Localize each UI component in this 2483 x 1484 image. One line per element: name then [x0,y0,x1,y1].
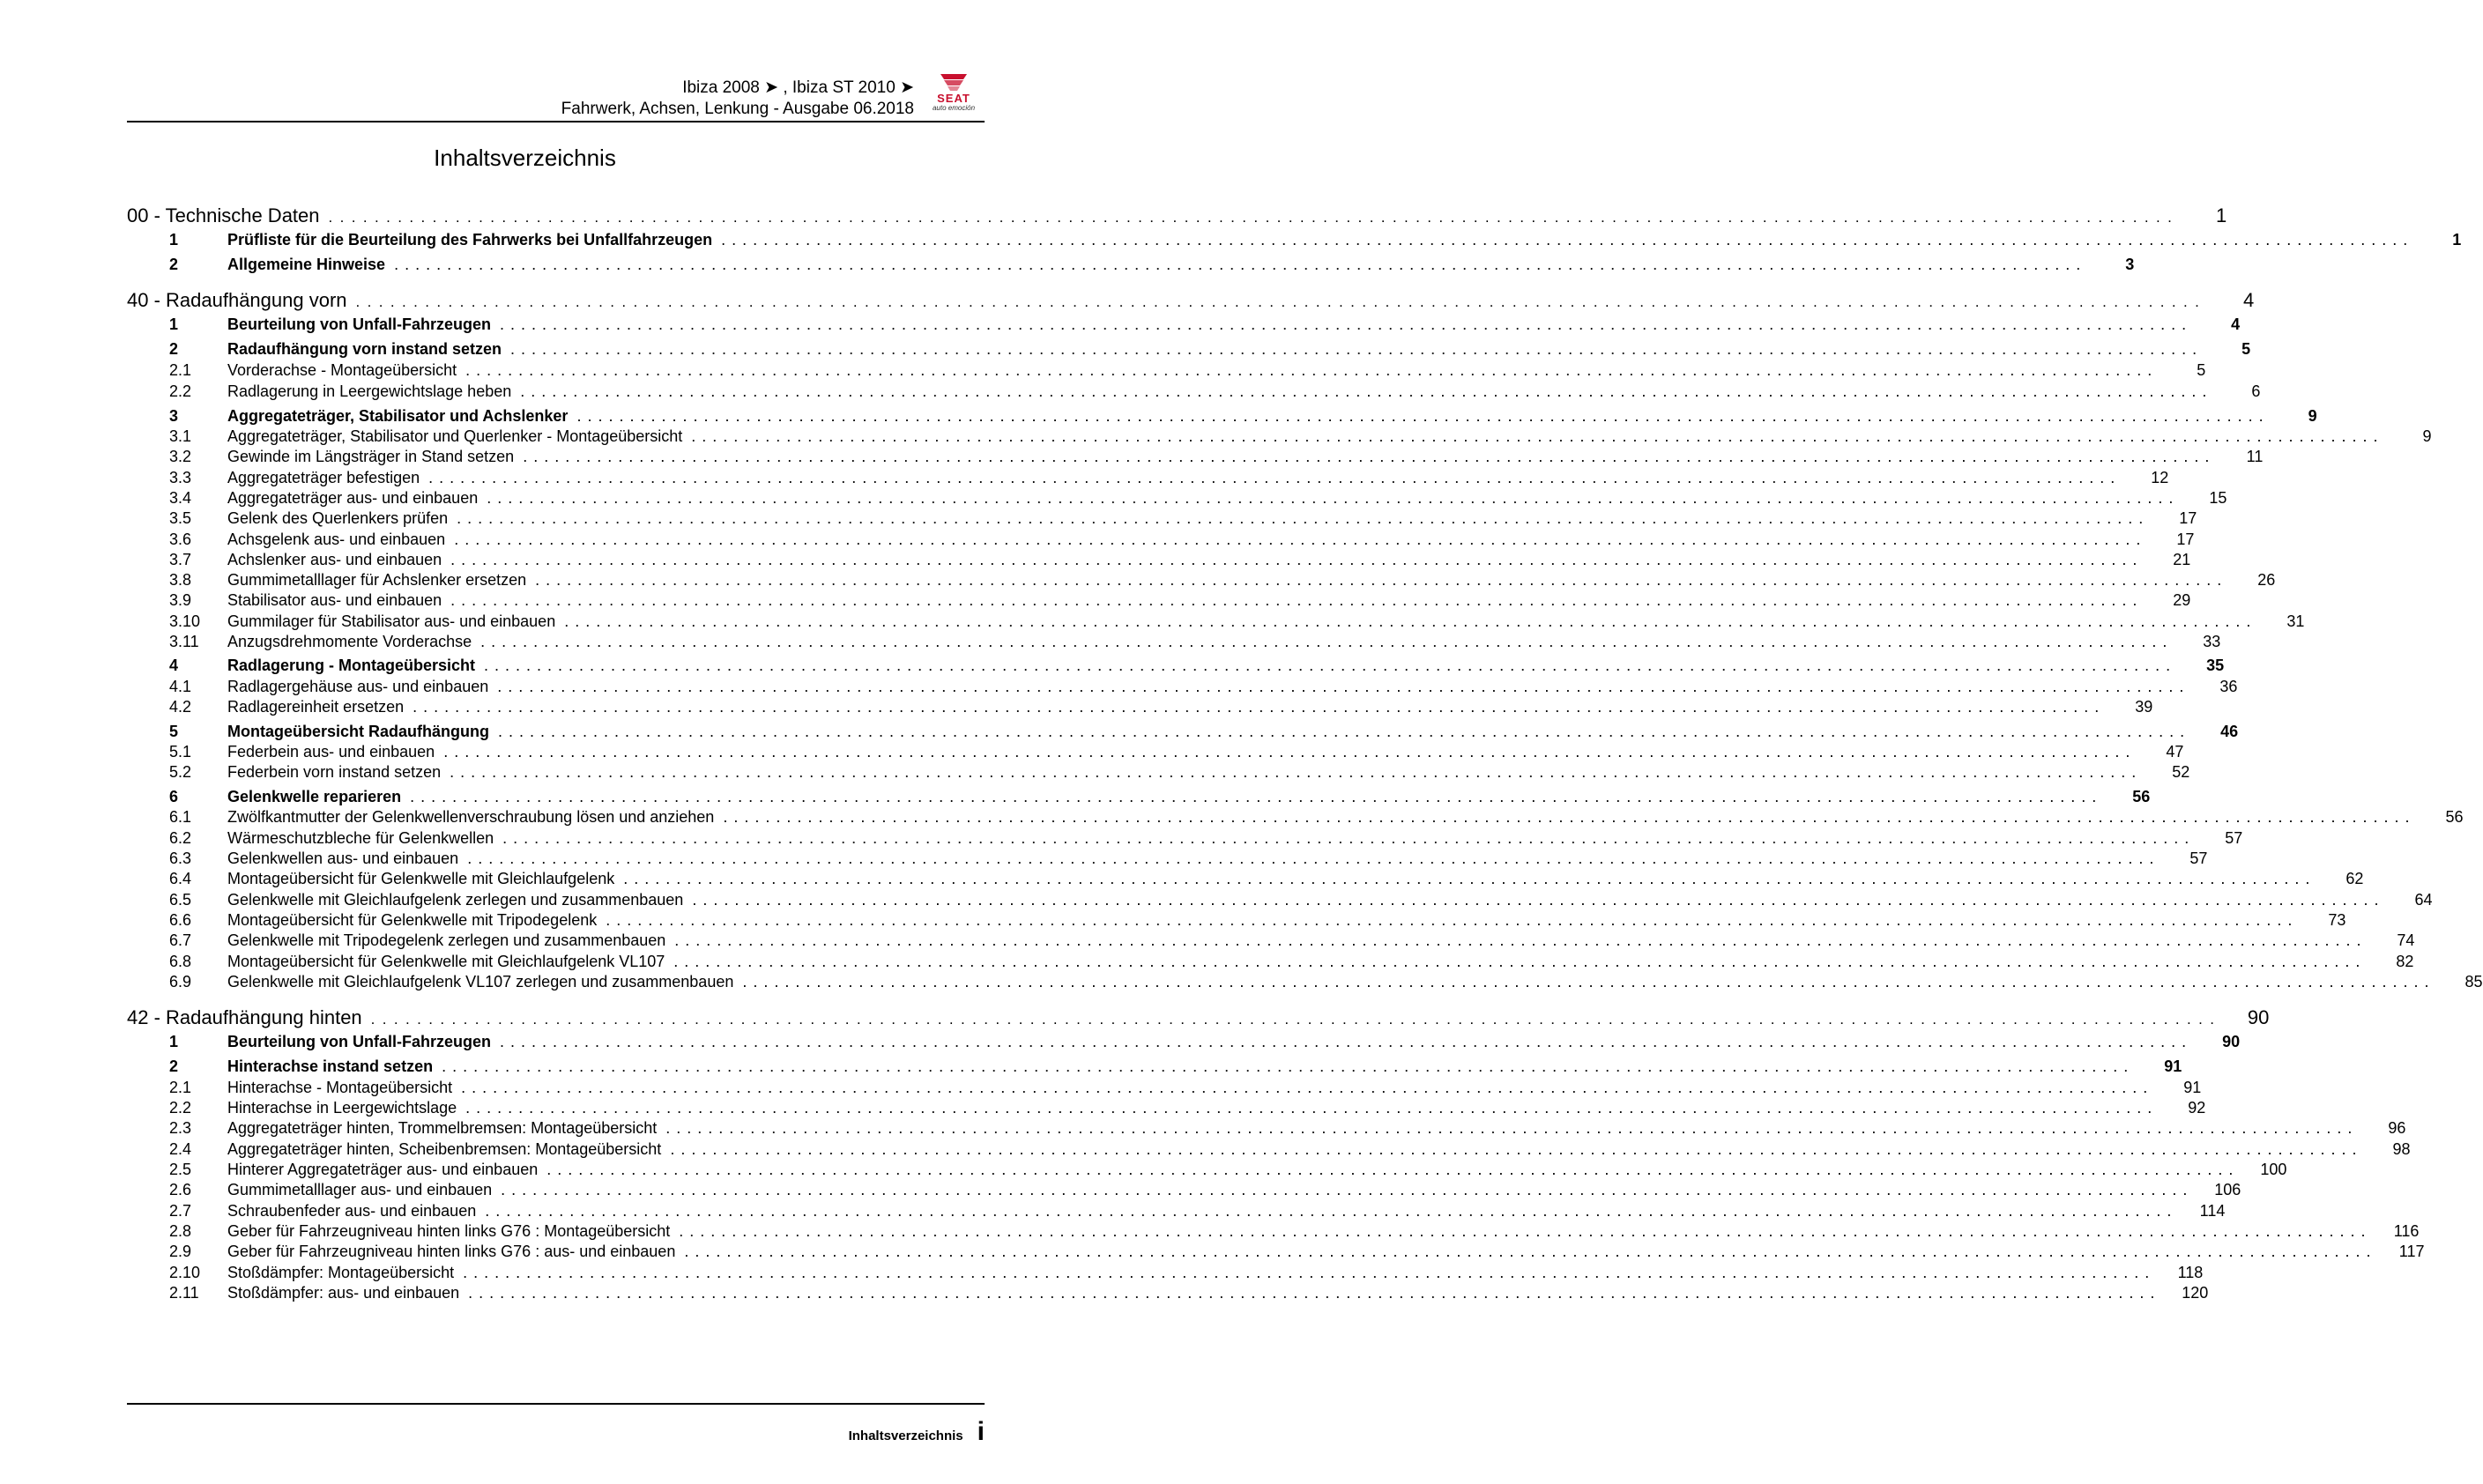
toc-dot-leader: ................................................................................................................................................................ [546,1161,2240,1178]
toc-entry-page: 39 [2135,698,2153,716]
toc-entry-label: Hinterer Aggregateträger aus- und einbauen [227,1161,539,1178]
toc-entry-page: 35 [2206,657,2225,674]
toc-dot-leader: ................................................................................................................................................................ [679,1222,2372,1240]
toc-entry-page: 120 [2182,1284,2209,1302]
toc-entry-label: Aggregateträger hinten, Trommelbremsen: Montageübersicht [227,1119,658,1137]
toc-dot-leader: ................................................................................................................................................................ [692,891,2385,909]
toc-entry[interactable] [127,531,2195,549]
toc-entry-label: Gelenkwelle mit Tripodegelenk zerlegen und zusammenbauen [227,931,666,949]
seat-logo-mark-icon [923,72,985,93]
toc-entry-label: Gummimetalllager aus- und einbauen [227,1181,493,1198]
toc-entry-label: Geber für Fahrzeugniveau hinten links G76 : aus- und einbauen [227,1243,676,1260]
toc-entry-page: 21 [2173,551,2191,568]
toc-entry-number: 2.2 [169,382,192,400]
toc-entry[interactable] [127,256,2135,274]
toc-entry-page: 15 [2209,489,2227,507]
toc-dot-leader: ................................................................................................................................................................ [465,1099,2159,1117]
toc-entry-page: 73 [2328,911,2346,929]
toc-entry-number: 2.1 [169,1079,192,1096]
toc-dot-leader: ................................................................................................................................................................ [665,1119,2359,1137]
toc-entry-page: 91 [2164,1057,2182,1075]
toc-dot-leader: ................................................................................................................................................................ [670,1140,2363,1158]
toc-entry-label: Anzugsdrehmomente Vorderachse [227,633,472,650]
toc-dot-leader: ................................................................................................................................................................ [520,382,2213,400]
toc-entry[interactable] [127,633,2221,651]
toc-entry-page: 26 [2257,571,2276,589]
toc-entry[interactable] [127,678,2238,696]
toc-entry-page: 85 [2464,973,2483,991]
toc-entry-label: 00 - Technische Daten [127,204,320,226]
toc-entry-page: 3 [2125,256,2135,273]
toc-entry[interactable] [127,763,2190,782]
toc-chapter-entry[interactable] [127,204,2227,227]
toc-entry-number: 1 [169,1033,179,1050]
toc-entry-number: 3.3 [169,469,192,486]
toc-dot-leader: ................................................................................................................................................................ [510,340,2204,358]
toc-dot-leader: ................................................................................................................................................................ [454,531,2147,548]
toc-entry-label: Gelenkwellen aus- und einbauen [227,850,459,867]
toc-entry-label: Montageübersicht Radaufhängung [227,723,489,740]
toc-dot-leader: ................................................................................................................................................................ [355,293,2207,310]
toc-dot-leader: ................................................................................................................................................................ [450,591,2144,609]
toc-entry-number: 2 [169,1057,179,1075]
toc-entry[interactable] [127,953,2414,971]
toc-entry-page: 114 [2199,1202,2226,1220]
footer-page-number: i [977,1417,985,1446]
toc-entry[interactable] [127,788,2151,806]
toc-entry-page: 56 [2132,788,2151,805]
toc-entry-label: 42 - Radaufhängung hinten [127,1006,362,1028]
toc-entry[interactable] [127,591,2191,610]
toc-entry-number: 4.2 [169,698,192,716]
toc-dot-leader: ................................................................................................................................................................ [468,1284,2161,1302]
toc-entry[interactable] [127,1161,2287,1179]
toc-entry-page: 117 [2398,1243,2425,1260]
toc-dot-leader: ................................................................................................................................................................ [480,633,2174,650]
toc-entry-number: 6.3 [169,850,192,867]
toc-entry-number: 3.5 [169,509,192,527]
toc-dot-leader: ................................................................................................................................................................ [443,743,2137,761]
toc-entry-number: 1 [169,315,179,333]
toc-dot-leader: ................................................................................................................................................................ [674,931,2368,949]
toc-entry-page: 64 [2414,891,2433,909]
toc-entry-number: 3.6 [169,531,192,548]
toc-entry-label: Beurteilung von Unfall-Fahrzeugen [227,315,492,333]
toc-entry-page: 11 [2246,448,2264,465]
toc-entry-label: Geber für Fahrzeugniveau hinten links G76 : Montageübersicht [227,1222,671,1240]
toc-entry-number: 6.6 [169,911,192,929]
seat-logo-tagline: auto emoción [932,104,976,112]
toc-entry-label: Gelenk des Querlenkers prüfen [227,509,449,527]
toc-dot-leader: ................................................................................................................................................................ [457,509,2150,527]
toc-entry-label: Hinterachse - Montageübersicht [227,1079,453,1096]
toc-entry-page: 57 [2225,829,2243,847]
toc-entry-page: 5 [2241,340,2251,358]
toc-entry-page: 9 [2308,407,2317,425]
toc-entry-page: 52 [2172,763,2190,781]
footer-divider [127,1403,985,1405]
toc-dot-leader: ................................................................................................................................................................ [535,571,2228,589]
toc-dot-leader: ................................................................................................................................................................ [606,911,2299,929]
toc-entry-number: 3.8 [169,571,192,589]
toc-entry-number: 6 [169,788,179,805]
toc-entry-label: Gelenkwelle mit Gleichlaufgelenk VL107 zerlegen und zusammenbauen [227,973,734,991]
toc-dot-leader: ................................................................................................................................................................ [721,231,2414,249]
toc-entry[interactable] [127,1140,2411,1159]
toc-entry-label: Stoßdämpfer: aus- und einbauen [227,1284,460,1302]
toc-entry-page: 74 [2397,931,2415,949]
toc-entry-label: Vorderachse - Montageübersicht [227,361,457,379]
toc-entry-number: 3.9 [169,591,192,609]
toc-entry[interactable] [127,448,2264,466]
toc-dot-leader: ................................................................................................................................................................ [502,829,2196,847]
page-header [127,72,985,122]
toc-dot-leader: ................................................................................................................................................................ [684,1243,2377,1260]
toc-entry-number: 2.10 [169,1264,201,1281]
toc-entry-page: 100 [2260,1161,2287,1178]
toc-entry[interactable] [127,551,2191,569]
toc-entry-page: 17 [2179,509,2197,527]
toc-entry-label: Prüfliste für die Beurteilung des Fahrwerks bei Unfallfahrzeugen [227,231,713,249]
toc-entry-number: 3.2 [169,448,192,465]
toc-entry[interactable] [127,1033,2241,1051]
toc-entry-page: 31 [2286,612,2305,630]
toc-dot-leader: ................................................................................................................................................................ [523,448,2216,465]
toc-entry-page: 90 [2222,1033,2241,1050]
toc-entry-label: Federbein vorn instand setzen [227,763,442,781]
toc-entry[interactable] [127,571,2276,590]
toc-dot-leader: ................................................................................................................................................................ [673,953,2367,970]
toc-entry-page: 91 [2183,1079,2202,1096]
toc-entry[interactable] [127,1243,2425,1261]
toc-entry-number: 6.9 [169,973,192,991]
toc-entry-label: Beurteilung von Unfall-Fahrzeugen [227,1033,492,1050]
toc-entry-page: 6 [2251,382,2261,400]
toc-entry[interactable] [127,698,2153,716]
header-model-line: Ibiza 2008 ➤ , Ibiza ST 2010 ➤ [682,78,914,97]
footer-section-title: Inhaltsverzeichnis [848,1428,963,1443]
toc-entry[interactable] [127,469,2169,487]
toc-entry-number: 3.4 [169,489,192,507]
toc-dot-leader: ................................................................................................................................................................ [461,1079,2154,1096]
toc-entry-label: Achslenker aus- und einbauen [227,551,442,568]
toc-entry-label: Hinterachse instand setzen [227,1057,434,1075]
toc-entry-page: 29 [2173,591,2191,609]
toc-entry[interactable] [127,1057,2182,1076]
toc-entry[interactable] [127,427,2432,446]
toc-entry[interactable] [127,1119,2406,1138]
toc-entry[interactable] [127,612,2305,631]
toc-dot-leader: ................................................................................................................................................................ [501,1181,2194,1198]
toc-dot-leader: ................................................................................................................................................................ [484,657,2177,674]
toc-entry[interactable] [127,340,2251,359]
toc-dot-leader: ................................................................................................................................................................ [413,698,2106,716]
toc-entry-label: Gelenkwelle reparieren [227,788,402,805]
toc-entry-number: 4.1 [169,678,192,695]
toc-entry-page: 106 [2214,1181,2241,1198]
toc-entry[interactable] [127,931,2415,950]
toc-entry-number: 2.5 [169,1161,192,1178]
toc-entry-label: Montageübersicht für Gelenkwelle mit Tripodegelenk [227,911,598,929]
toc-entry-number: 2.9 [169,1243,192,1260]
toc-entry-number: 6.8 [169,953,192,970]
toc-entry-number: 5.1 [169,743,192,761]
toc-entry-label: Montageübersicht für Gelenkwelle mit Gleichlaufgelenk VL107 [227,953,665,970]
toc-entry-number: 3.11 [169,633,199,650]
toc-entry-label: Gelenkwelle mit Gleichlaufgelenk zerlegen und zusammenbauen [227,891,684,909]
toc-dot-leader: ................................................................................................................................................................ [498,723,2191,740]
toc-entry-page: 36 [2219,678,2238,695]
toc-entry-page: 9 [2422,427,2432,445]
toc-entry-number: 2 [169,256,179,273]
toc-dot-leader: ................................................................................................................................................................ [442,1057,2135,1075]
toc-dot-leader: ................................................................................................................................................................ [623,870,2316,887]
toc-entry[interactable] [127,1284,2209,1302]
toc-entry[interactable] [127,231,2462,249]
toc-entry-label: Gewinde im Längsträger in Stand setzen [227,448,515,465]
toc-entry-number: 6.5 [169,891,192,909]
toc-dot-leader: ................................................................................................................................................................ [394,256,2087,273]
toc-dot-leader: ................................................................................................................................................................ [500,1033,2193,1050]
toc-entry-label: Radlagereinheit ersetzen [227,698,405,716]
toc-dot-leader: ................................................................................................................................................................ [428,469,2122,486]
toc-dot-leader: ................................................................................................................................................................ [370,1011,2222,1028]
toc-entry-label: Stabilisator aus- und einbauen [227,591,442,609]
toc-entry-label: Allgemeine Hinweise [227,256,386,273]
toc-entry-number: 3.7 [169,551,192,568]
toc-dot-leader: ................................................................................................................................................................ [467,850,2160,867]
toc-entry-page: 12 [2151,469,2169,486]
toc-entry-number: 2.7 [169,1202,192,1220]
toc-entry-label: Schraubenfeder aus- und einbauen [227,1202,477,1220]
toc-dot-leader: ................................................................................................................................................................ [691,427,2384,445]
toc-entry-number: 2.4 [169,1140,192,1158]
toc-entry[interactable] [127,1079,2202,1097]
toc-entry-page: 62 [2345,870,2364,887]
toc-entry-number: 2.8 [169,1222,192,1240]
toc-entry-label: Zwölfkantmutter der Gelenkwellenverschraubung lösen und anziehen [227,808,715,826]
toc-entry-label: Radlagerung - Montageübersicht [227,657,476,674]
toc-entry-number: 5 [169,723,179,740]
toc-dot-leader: ................................................................................................................................................................ [465,361,2159,379]
toc-entry[interactable] [127,723,2239,741]
toc-dot-leader: ................................................................................................................................................................ [487,489,2180,507]
toc-entry-label: Montageübersicht für Gelenkwelle mit Gleichlaufgelenk [227,870,615,887]
toc-entry[interactable] [127,382,2261,401]
toc-entry-number: 6.4 [169,870,192,887]
header-divider [127,121,985,122]
toc-entry-page: 90 [2247,1006,2270,1028]
toc-entry-label: Hinterachse in Leergewichtslage [227,1099,457,1117]
toc-entry[interactable] [127,1222,2420,1241]
toc-entry[interactable] [127,361,2206,380]
toc-entry-label: Radlagerung in Leergewichtslage heben [227,382,512,400]
toc-entry-page: 116 [2393,1222,2420,1240]
toc-entry-page: 17 [2176,531,2195,548]
toc-entry[interactable] [127,1202,2226,1221]
toc-dot-leader: ................................................................................................................................................................ [485,1202,2178,1220]
toc-entry-label: Aggregateträger, Stabilisator und Achslenker [227,407,569,425]
toc-entry-label: Aggregateträger befestigen [227,469,420,486]
toc-entry-number: 2.2 [169,1099,192,1117]
toc-entry-label: Federbein aus- und einbauen [227,743,435,761]
toc-dot-leader: ................................................................................................................................................................ [500,315,2193,333]
toc-entry-label: Aggregateträger hinten, Scheibenbremsen: Montageübersicht [227,1140,662,1158]
toc-dot-leader: ................................................................................................................................................................ [723,808,2416,826]
toc-entry-label: Aggregateträger aus- und einbauen [227,489,479,507]
toc-entry-label: Gummimetalllager für Achslenker ersetzen [227,571,527,589]
toc-entry-page: 46 [2220,723,2239,740]
toc-entry-page: 4 [2231,315,2241,333]
toc-chapter-entry[interactable] [127,1006,2270,1029]
toc-entry-number: 2.1 [169,361,192,379]
toc-entry-page: 92 [2188,1099,2206,1117]
toc-entry-page: 5 [2197,361,2206,379]
toc-entry[interactable] [127,870,2364,888]
toc-entry[interactable] [127,1099,2206,1117]
toc-entry-number: 2 [169,340,179,358]
toc-entry-page: 4 [2242,289,2255,311]
seat-logo [923,72,985,122]
toc-dot-leader: ................................................................................................................................................................ [410,788,2103,805]
toc-entry-page: 56 [2445,808,2464,826]
toc-entry-page: 1 [2215,204,2227,226]
toc-entry-label: Aggregateträger, Stabilisator und Querlenker - Montageübersicht [227,427,683,445]
toc-entry[interactable] [127,489,2227,508]
toc-entry-page: 96 [2388,1119,2406,1137]
toc-dot-leader: ................................................................................................................................................................ [463,1264,2156,1281]
toc-entry-page: 118 [2177,1264,2204,1281]
toc-entry-label: Wärmeschutzbleche für Gelenkwellen [227,829,494,847]
page-footer [849,1417,985,1447]
header-text [561,78,914,120]
toc-entry[interactable] [127,407,2317,426]
toc-entry-number: 3.10 [169,612,201,630]
toc-entry[interactable] [127,829,2243,848]
toc-entry-page: 1 [2452,231,2462,249]
toc-entry-number: 5.2 [169,763,192,781]
page-title: Inhaltsverzeichnis [434,145,616,171]
toc-entry-number: 2.3 [169,1119,192,1137]
toc-chapter-entry[interactable] [127,289,2255,312]
toc-entry-label: Stoßdämpfer: Montageübersicht [227,1264,455,1281]
toc-entry-page: 57 [2189,850,2208,867]
toc-dot-leader: ................................................................................................................................................................ [497,678,2190,695]
toc-dot-leader: ................................................................................................................................................................ [450,763,2143,781]
toc-dot-leader: ................................................................................................................................................................ [576,407,2270,425]
toc-dot-leader: ................................................................................................................................................................ [742,973,2435,991]
toc-entry[interactable] [127,973,2483,991]
toc-entry-number: 2.6 [169,1181,192,1198]
toc-entry-number: 3 [169,407,179,425]
toc-dot-leader: ................................................................................................................................................................ [328,209,2180,226]
toc-entry-number: 6.1 [169,808,192,826]
toc-entry-label: 40 - Radaufhängung vorn [127,289,347,311]
toc-dot-leader: ................................................................................................................................................................ [564,612,2257,630]
toc-entry-page: 33 [2203,633,2221,650]
toc-entry[interactable] [127,315,2241,334]
toc-entry[interactable] [127,808,2464,827]
toc-entry-page: 47 [2166,743,2184,761]
toc-entry-label: Radaufhängung vorn instand setzen [227,340,502,358]
toc-entry-label: Achsgelenk aus- und einbauen [227,531,446,548]
toc-entry-label: Gummilager für Stabilisator aus- und einbauen [227,612,556,630]
toc-entry-label: Radlagergehäuse aus- und einbauen [227,678,489,695]
toc-entry-page: 82 [2396,953,2414,970]
toc-entry-number: 6.2 [169,829,192,847]
toc-entry[interactable] [127,1181,2241,1199]
toc-entry-number: 4 [169,657,179,674]
toc-entry[interactable] [127,743,2184,761]
toc-entry-number: 3.1 [169,427,192,445]
toc-entry[interactable] [127,891,2433,909]
toc-entry-number: 2.11 [169,1284,199,1302]
header-subject-line: Fahrwerk, Achsen, Lenkung - Ausgabe 06.2018 [561,100,914,118]
toc-entry[interactable] [127,657,2225,675]
toc-entry-page: 98 [2392,1140,2411,1158]
toc-entry[interactable] [127,1264,2204,1282]
toc-entry-number: 6.7 [169,931,192,949]
toc-entry[interactable] [127,850,2208,868]
toc-dot-leader: ................................................................................................................................................................ [450,551,2144,568]
toc-entry[interactable] [127,911,2346,930]
toc-entry[interactable] [127,509,2197,528]
seat-logo-brand: SEAT [937,92,970,105]
toc-entry-number: 1 [169,231,179,249]
